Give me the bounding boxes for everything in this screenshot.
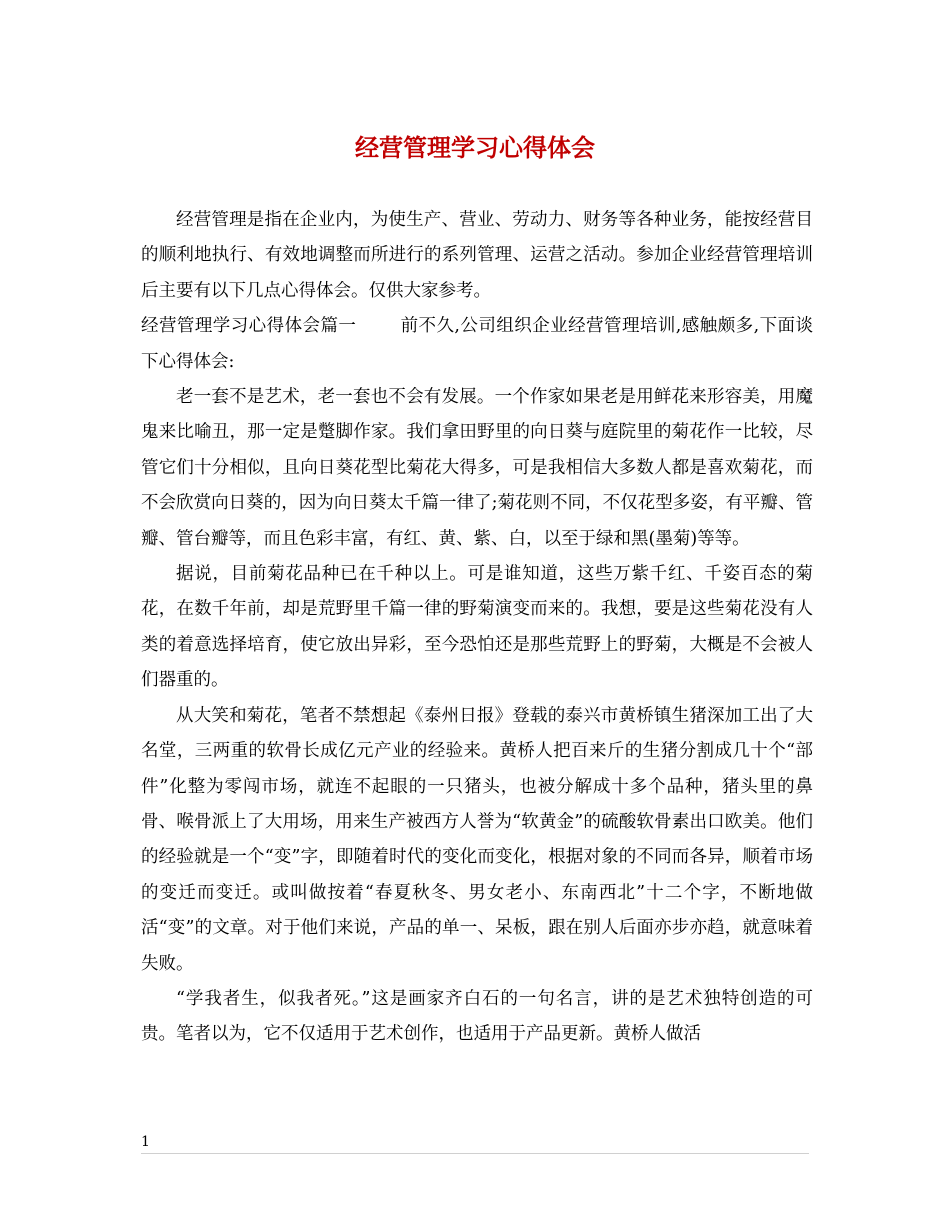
section-heading-line [141,309,813,380]
body-paragraph-3: 从大笑和菊花，笔者不禁想起《泰州日报》登载的泰兴市黄桥镇生猪深加工出了大名堂，三两重的软骨长成亿元产业的经验来。黄桥人把百来斤的生猪分割成几十个“部件”化整为零闯市场，就连不起眼的一只猪头，也被分解成十多个品种，猪头里的鼻骨、喉骨派上了大用场，用来生产被西方人誉为“软黄金”的硫酸软骨素出口欧美。他们的经验就是一个“变”字，即随着时代的变化而变化，根据对象的不同而各异，顺着市场的变迁而变迁。或叫做按着“春夏秋冬、男女老小、东南西北”十二个字，不断地做活“变”的文章。对于他们来说，产品的单一、呆板，跟在别人后面亦步亦趋，就意味着失败。 [141,705,813,974]
section-lead: 前不久,公司组织企业经营管理培训,感触颇多,下面谈下心得体会: [141,316,814,372]
body-paragraph-1: 老一套不是艺术，老一套也不会有发展。一个作家如果老是用鲜花来形容美，用魔鬼来比喻丑，那一定是蹩脚作家。我们拿田野里的向日葵与庭院里的菊花作一比较，尽管它们十分相似，且向日葵花型比菊花大得多，可是我相信大多数人都是喜欢菊花，而不会欣赏向日葵的，因为向日葵太千篇一律了;菊花则不同，不仅花型多姿，有平瓣、管瓣、管台瓣等，而且色彩丰富，有红、黄、紫、白，以至于绿和黑(墨菊)等等。 [141,387,813,549]
body-paragraph-4: “学我者生，似我者死。”这是画家齐白石的一句名言，讲的是艺术独特创造的可贵。笔者以为，它不仅适用于艺术创作，也适用于产品更新。黄桥人做活 [141,988,813,1045]
page-number: 1 [141,1134,150,1150]
intro-paragraph: 经营管理是指在企业内，为使生产、营业、劳动力、财务等各种业务，能按经营目的顺利地执行、有效地调整而所进行的系列管理、运营之活动。参加企业经营管理培训后主要有以下几点心得体会。仅供大家参考。 [141,210,813,301]
document-title: 经营管理学习心得体会 [355,133,595,162]
section-heading: 经营管理学习心得体会篇一 [141,316,357,337]
document-body [141,203,813,1053]
footer-divider [141,1153,809,1154]
body-paragraph-2: 据说，目前菊花品种已在千种以上。可是谁知道，这些万紫千红、千姿百态的菊花，在数千年前，却是荒野里千篇一律的野菊演变而来的。我想，要是这些菊花没有人类的着意选择培育，使它放出异彩，至今恐怕还是那些荒野上的野菊，大概是不会被人们器重的。 [141,564,813,691]
